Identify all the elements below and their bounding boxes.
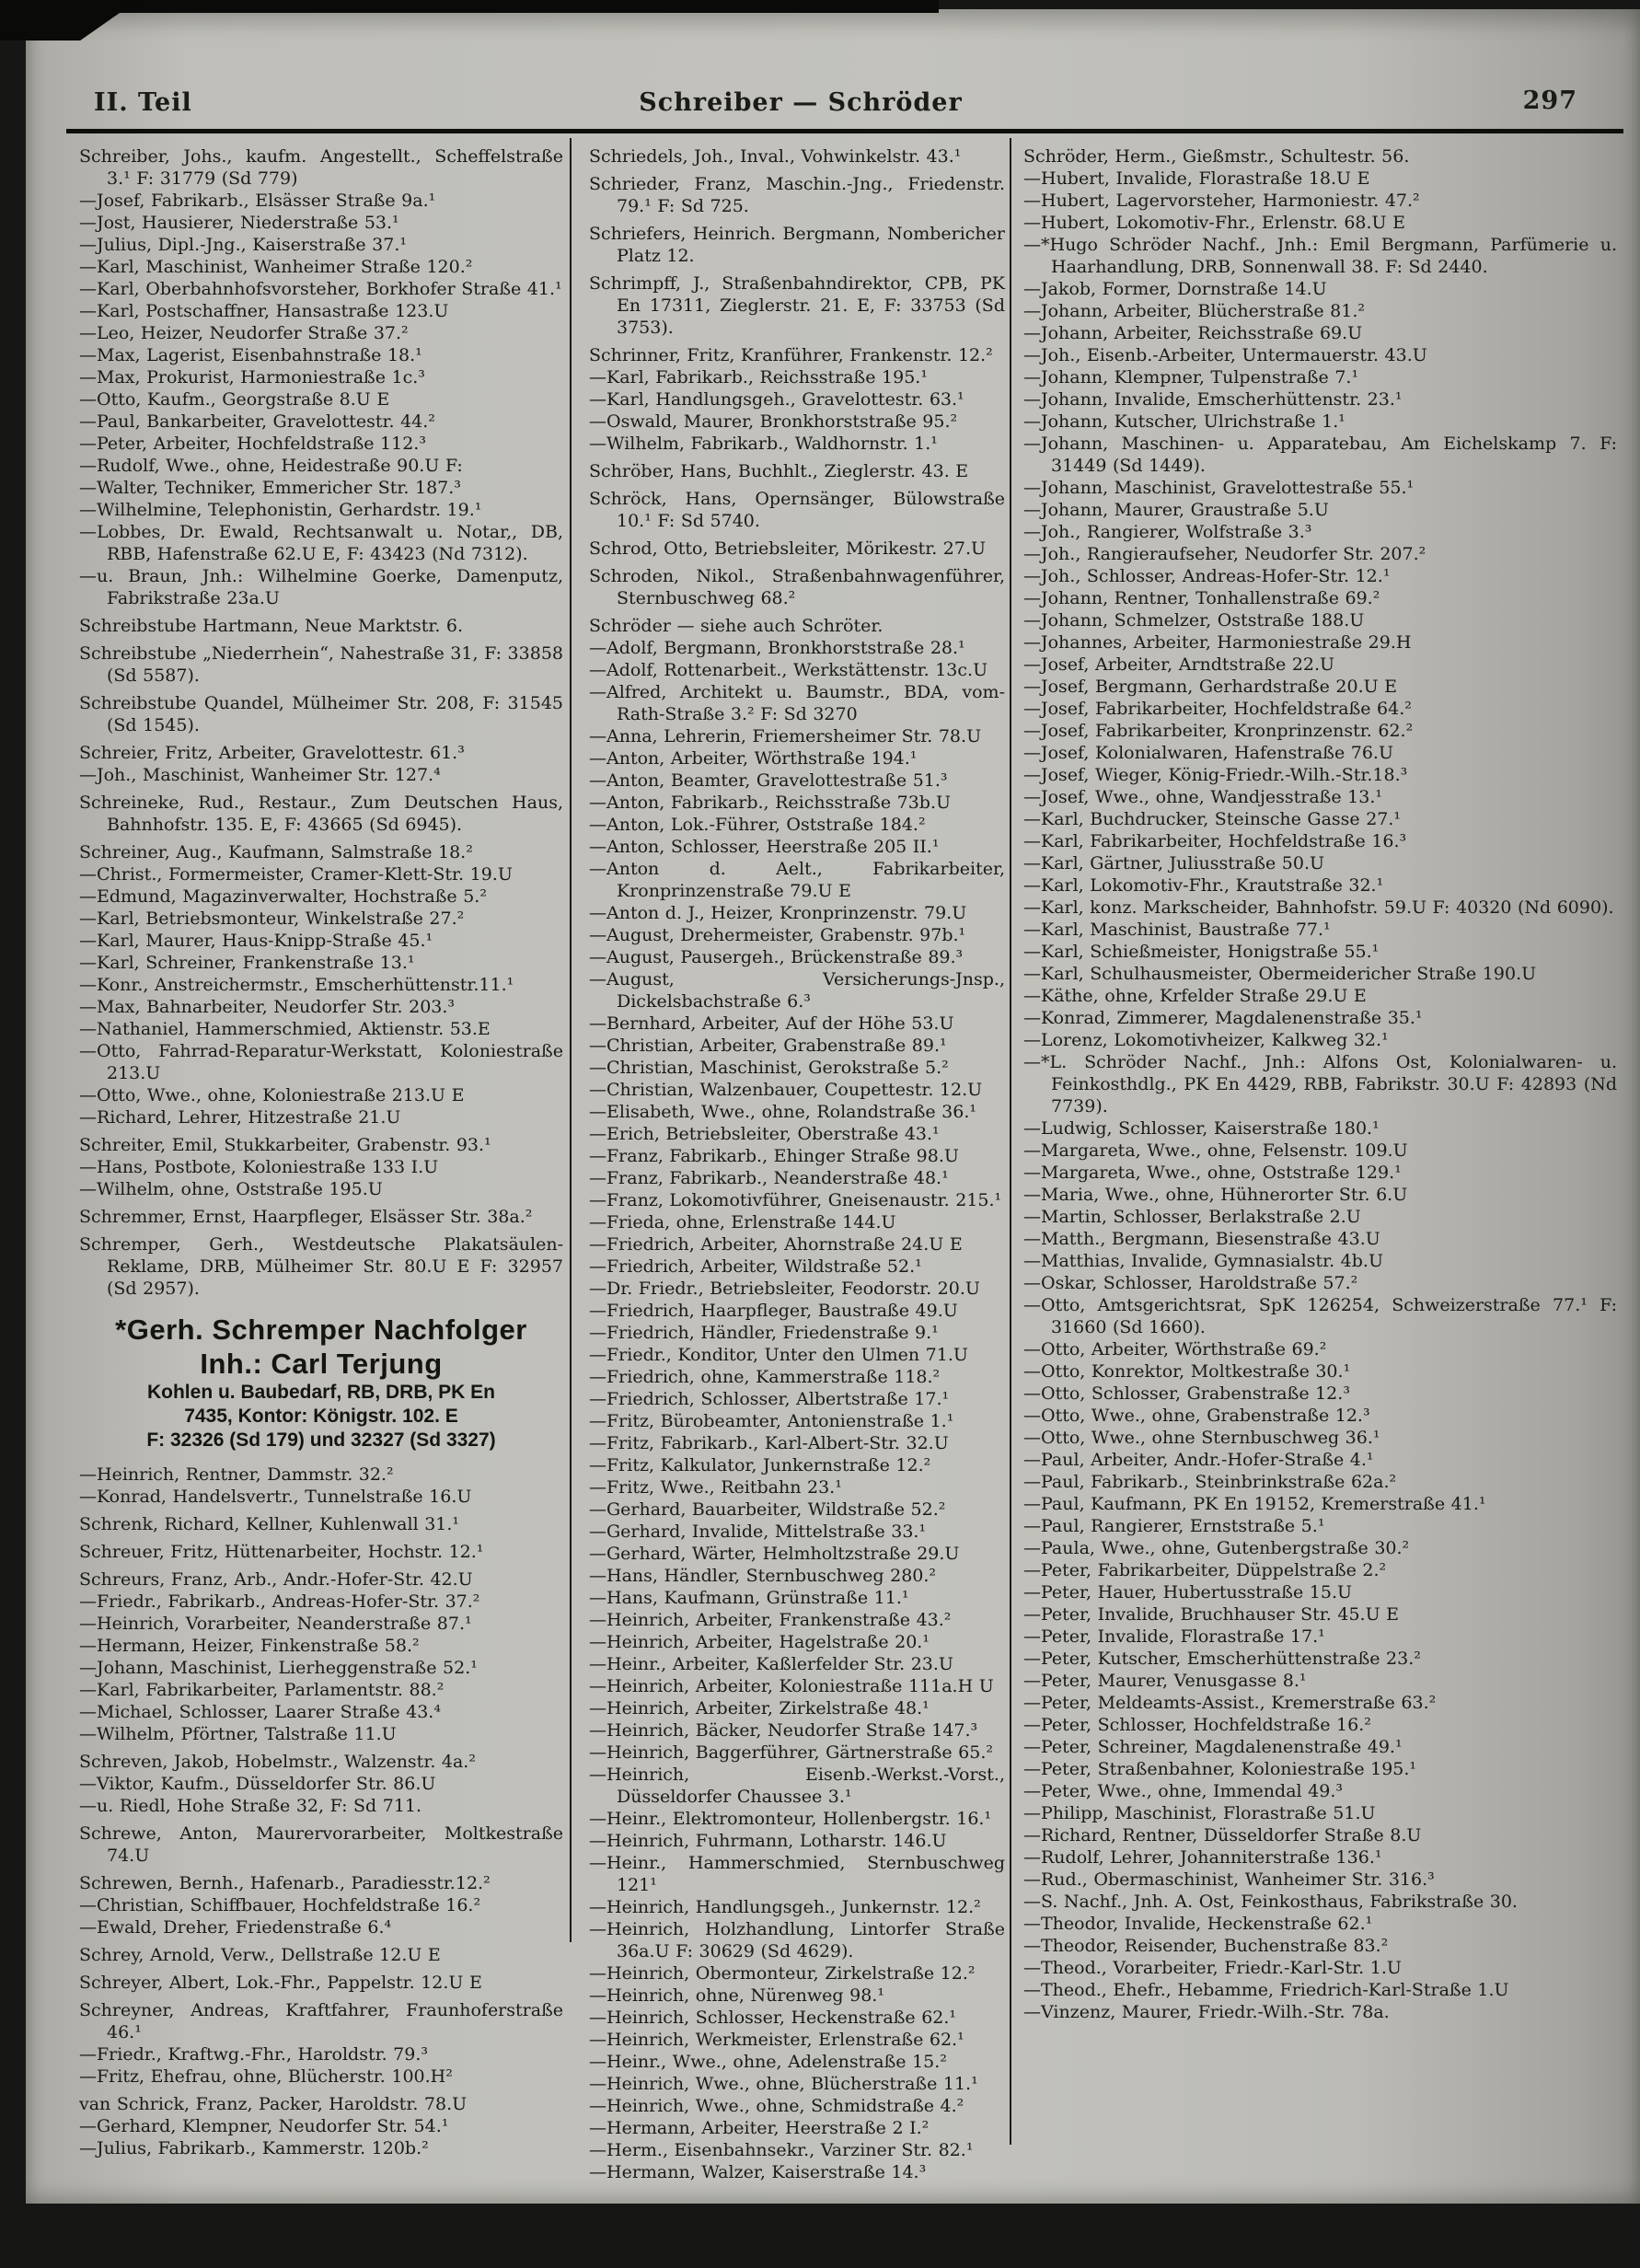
directory-entry: —August, Versicherungs-Jnsp., Dickelsbachstraße 6.³ (589, 969, 1005, 1012)
page-title: Schreiber — Schröder (639, 88, 963, 117)
directory-entry: —Karl, Oberbahnhofsvorsteher, Borkhofer Straße 41.¹ (79, 279, 562, 299)
directory-entry: Schroden, Nikol., Straßenbahnwagenführer, Sternbuschweg 68.² (589, 566, 1005, 608)
directory-entry: —Johann, Arbeiter, Blücherstraße 81.² (1023, 301, 1365, 321)
directory-entry: —Richard, Rentner, Düsseldorfer Straße 8.U (1023, 1825, 1422, 1846)
directory-entry: —Margareta, Wwe., ohne, Oststraße 129.¹ (1023, 1163, 1402, 1183)
directory-entry: —Leo, Heizer, Neudorfer Straße 37.² (79, 323, 409, 343)
directory-entry: —August, Pausergeh., Brückenstraße 89.³ (589, 947, 964, 967)
directory-entry: —Matthias, Invalide, Gymnasialstr. 4b.U (1023, 1251, 1383, 1271)
directory-entry: —Anna, Lehrerin, Friemersheimer Str. 78.U (589, 726, 982, 746)
directory-entry: —Erich, Betriebsleiter, Oberstraße 43.¹ (589, 1124, 940, 1144)
column-3 (1023, 140, 1617, 2023)
directory-entry: —Friedrich, Schlosser, Albertstraße 17.¹ (589, 1389, 950, 1409)
directory-entry: —Theod., Ehefr., Hebamme, Friedrich-Karl-Straße 1.U (1023, 1980, 1509, 2000)
directory-entry: —Peter, Schreiner, Magdalenenstraße 49.¹ (1023, 1737, 1403, 1757)
directory-entry: —Fritz, Bürobeamter, Antonienstraße 1.¹ (589, 1411, 954, 1431)
directory-entry: —Karl, Postschaffner, Hansastraße 123.U (79, 301, 449, 321)
directory-entry: —Paul, Fabrikarb., Steinbrinkstraße 62a.² (1023, 1472, 1397, 1492)
directory-entry: Schremper, Gerh., Westdeutsche Plakatsäulen-Reklame, DRB, Mülheimer Str. 80.U E F: 32957 (Sd 2957). (79, 1234, 563, 1299)
directory-entry: —Konrad, Zimmerer, Magdalenenstraße 35.¹ (1023, 1008, 1423, 1028)
directory-entry: —Joh., Eisenb.-Arbeiter, Untermauerstr. 43.U (1023, 345, 1427, 365)
directory-entry: Schrinner, Fritz, Kranführer, Frankenstr. 12.² (589, 345, 993, 365)
advert-line: F: 32326 (Sd 179) und 32327 (Sd 3327) (146, 1429, 496, 1451)
directory-entry: Schriedels, Joh., Inval., Vohwinkelstr. 43.¹ (589, 146, 962, 167)
column-divider-1 (570, 138, 572, 1942)
directory-entry: —Oskar, Schlosser, Haroldstraße 57.² (1023, 1273, 1358, 1293)
directory-entry: —Margareta, Wwe., ohne, Felsenstr. 109.U (1023, 1140, 1408, 1161)
advert-line: *Gerh. Schremper Nachfolger (115, 1313, 527, 1346)
directory-entry: —Jakob, Former, Dornstraße 14.U (1023, 279, 1327, 299)
directory-entry: Schreyer, Albert, Lok.-Fhr., Pappelstr. 12.U E (79, 1973, 482, 1993)
directory-entry: —Peter, Wwe., ohne, Immendal 49.³ (1023, 1781, 1343, 1801)
directory-entry: Schremmer, Ernst, Haarpfleger, Elsässer Str. 38a.² (79, 1207, 533, 1227)
directory-entry: —Josef, Wwe., ohne, Wandjesstraße 13.¹ (1023, 787, 1382, 807)
directory-entry: —Joh., Rangierer, Wolfstraße 3.³ (1023, 522, 1312, 542)
directory-entry: —Edmund, Magazinverwalter, Hochstraße 5.² (79, 886, 487, 907)
directory-entry: —Viktor, Kaufm., Düsseldorfer Str. 86.U (79, 1774, 436, 1794)
directory-entry: —*Hugo Schröder Nachf., Jnh.: Emil Bergmann, Parfümerie u. Haarhandlung, DRB, Sonnenwall 38. F: Sd 2440. (1023, 235, 1617, 277)
directory-entry: —Karl, Maschinist, Baustraße 77.¹ (1023, 920, 1331, 940)
directory-entry: —Johann, Invalide, Emscherhüttenstr. 23.¹ (1023, 389, 1403, 410)
directory-entry: Schrewen, Bernh., Hafenarb., Paradiesstr.12.² (79, 1873, 491, 1893)
directory-entry: —Otto, Amtsgerichtsrat, SpK 126254, Schweizerstraße 77.¹ F: 31660 (Sd 1660). (1023, 1295, 1617, 1337)
directory-entry: —Karl, Schreiner, Frankenstraße 13.¹ (79, 953, 415, 973)
directory-entry: —Theod., Vorarbeiter, Friedr.-Karl-Str. 1.U (1023, 1958, 1402, 1978)
directory-entry: —Peter, Fabrikarbeiter, Düppelstraße 2.² (1023, 1560, 1387, 1580)
directory-entry: —Fritz, Wwe., Reitbahn 23.¹ (589, 1477, 842, 1498)
directory-entry: —Paul, Kaufmann, PK En 19152, Kremerstraße 41.¹ (1023, 1494, 1486, 1514)
directory-entry: —Christian, Arbeiter, Grabenstraße 89.¹ (589, 1036, 947, 1056)
directory-entry: —Adolf, Bergmann, Bronkhorststraße 28.¹ (589, 638, 965, 658)
directory-entry: —Johann, Schmelzer, Oststraße 188.U (1023, 610, 1365, 631)
directory-entry: —Peter, Meldeamts-Assist., Kremerstraße 63.² (1023, 1693, 1437, 1713)
directory-entry: —Josef, Fabrikarb., Elsässer Straße 9a.¹ (79, 191, 436, 211)
directory-entry: —Josef, Fabrikarbeiter, Kronprinzenstr. 62.² (1023, 721, 1414, 741)
directory-entry: —Anton, Fabrikarb., Reichsstraße 73b.U (589, 793, 952, 813)
directory-entry: —Ewald, Dreher, Friedenstraße 6.⁴ (79, 1917, 392, 1938)
directory-entry: —Peter, Hauer, Hubertusstraße 15.U (1023, 1582, 1352, 1603)
directory-entry: —Rud., Obermaschinist, Wanheimer Str. 316.³ (1023, 1869, 1435, 1890)
directory-entry: —Maria, Wwe., ohne, Hühnerorter Str. 6.U (1023, 1185, 1408, 1205)
directory-entry: —Gerhard, Invalide, Mittelstraße 33.¹ (589, 1522, 927, 1542)
directory-entry: —Karl, Fabrikarbeiter, Parlamentstr. 88.² (79, 1680, 445, 1700)
directory-entry: —Friedr., Konditor, Unter den Ulmen 71.U (589, 1345, 968, 1365)
directory-entry: —Fritz, Kalkulator, Junkernstraße 12.² (589, 1455, 931, 1475)
directory-entry: —Paul, Rangierer, Ernststraße 5.¹ (1023, 1516, 1325, 1536)
directory-entry: —Alfred, Architekt u. Baumstr., BDA, vom-Rath-Straße 3.² F: Sd 3270 (589, 682, 1005, 724)
directory-entry: —Ludwig, Schlosser, Kaiserstraße 180.¹ (1023, 1118, 1380, 1139)
directory-entry: —Peter, Schlosser, Hochfeldstraße 16.² (1023, 1715, 1371, 1735)
directory-entry: —Johann, Maschinist, Gravelottestraße 55.¹ (1023, 478, 1415, 498)
directory-entry: —Julius, Fabrikarb., Kammerstr. 120b.² (79, 2138, 429, 2158)
directory-entry: —Adolf, Rottenarbeit., Werkstättenstr. 13c.U (589, 660, 988, 680)
directory-entry: —Josef, Fabrikarbeiter, Hochfeldstraße 64.² (1023, 699, 1412, 719)
directory-entry: —Heinrich, Vorarbeiter, Neanderstraße 87.¹ (79, 1614, 472, 1634)
directory-entry: —Max, Prokurist, Harmoniestraße 1c.³ (79, 367, 425, 388)
directory-entry: —Friedr., Kraftwg.-Fhr., Haroldstr. 79.³ (79, 2044, 429, 2065)
directory-entry: —Konrad, Handelsvertr., Tunnelstraße 16.U (79, 1487, 472, 1507)
advert-line: Kohlen u. Baubedarf, RB, DRB, PK En (146, 1382, 496, 1403)
directory-entry: —Joh., Maschinist, Wanheimer Str. 127.⁴ (79, 765, 441, 785)
directory-entry: —Johann, Maschinen- u. Apparatebau, Am Eichelskamp 7. F: 31449 (Sd 1449). (1023, 434, 1617, 476)
directory-entry: —Dr. Friedr., Betriebsleiter, Feodorstr. 20.U (589, 1279, 980, 1299)
directory-entry: —Karl, Schießmeister, Honigstraße 55.¹ (1023, 942, 1380, 962)
directory-entry: —Martin, Schlosser, Berlakstraße 2.U (1023, 1207, 1361, 1227)
directory-entry: —u. Braun, Jnh.: Wilhelmine Goerke, Damenputz, Fabrikstraße 23a.U (79, 566, 563, 608)
directory-entry: —Wilhelm, ohne, Oststraße 195.U (79, 1179, 383, 1199)
directory-entry: —Heinrich, Schlosser, Heckenstraße 62.¹ (589, 2008, 957, 2028)
directory-entry: Schröder — siehe auch Schröter. (589, 616, 884, 636)
directory-entry: Schreyner, Andreas, Kraftfahrer, Fraunhoferstraße 46.¹ (79, 2000, 563, 2042)
directory-entry: —Hans, Postbote, Koloniestraße 133 I.U (79, 1157, 439, 1177)
column-2 (589, 140, 1005, 2183)
directory-entry: —Karl, Betriebsmonteur, Winkelstraße 27.² (79, 908, 465, 929)
directory-entry: —Josef, Kolonialwaren, Hafenstraße 76.U (1023, 743, 1393, 763)
directory-entry: Schrenk, Richard, Kellner, Kuhlenwall 31.¹ (79, 1514, 460, 1534)
directory-entry: —Joh., Rangieraufseher, Neudorfer Str. 207.² (1023, 544, 1426, 564)
directory-entry: —u. Riedl, Hohe Straße 32, F: Sd 711. (79, 1796, 422, 1816)
directory-entry: —Anton d. J., Heizer, Kronprinzenstr. 79.U (589, 903, 967, 923)
advert-schremper (79, 1313, 563, 1452)
directory-entry: Schreuer, Fritz, Hüttenarbeiter, Hochstr. 12.¹ (79, 1542, 484, 1562)
directory-entry: —Hubert, Invalide, Florastraße 18.U E (1023, 168, 1370, 189)
directory-entry: —Heinrich, Arbeiter, Zirkelstraße 48.¹ (589, 1698, 930, 1718)
directory-entry: —Hubert, Lagervorsteher, Harmoniestr. 47.² (1023, 191, 1420, 211)
directory-entry: —Franz, Fabrikarb., Neanderstraße 48.¹ (589, 1168, 949, 1188)
directory-entry: —August, Drehermeister, Grabenstr. 97b.¹ (589, 925, 966, 945)
directory-entry: van Schrick, Franz, Packer, Haroldstr. 78.U (79, 2094, 468, 2114)
directory-entry: —Otto, Fahrrad-Reparatur-Werkstatt, Koloniestraße 213.U (79, 1041, 563, 1083)
directory-entry: —Friedrich, Arbeiter, Ahornstraße 24.U E (589, 1234, 963, 1255)
directory-entry: —Heinrich, Arbeiter, Koloniestraße 111a.H U (589, 1676, 994, 1696)
directory-entry: —Heinrich, Baggerführer, Gärtnerstraße 65.² (589, 1742, 993, 1763)
directory-entry: —Otto, Schlosser, Grabenstraße 12.³ (1023, 1383, 1350, 1404)
directory-entry: —Oswald, Maurer, Bronkhorststraße 95.² (589, 411, 958, 432)
directory-entry: —Karl, Maschinist, Wanheimer Straße 120.² (79, 257, 473, 277)
directory-entry: Schreineke, Rud., Restaur., Zum Deutschen Haus, Bahnhofstr. 135. E, F: 43665 (Sd 6945). (79, 793, 563, 835)
directory-entry: —*L. Schröder Nachf., Jnh.: Alfons Ost, Kolonialwaren- u. Feinkosthdlg., PK En 4429, RBB, Fabrikstr. 30.U F: 42893 (Nd 7739). (1023, 1052, 1617, 1117)
directory-entry: —Wilhelm, Fabrikarb., Waldhornstr. 1.¹ (589, 434, 938, 454)
directory-entry: —Anton, Lok.-Führer, Oststraße 184.² (589, 815, 926, 835)
directory-entry: Schreurs, Franz, Arb., Andr.-Hofer-Str. 42.U (79, 1569, 473, 1590)
directory-entry: —Otto, Arbeiter, Wörthstraße 69.² (1023, 1339, 1327, 1360)
directory-entry: —Vinzenz, Maurer, Friedr.-Wilh.-Str. 78a. (1023, 2002, 1390, 2022)
directory-entry: —Philipp, Maschinist, Florastraße 51.U (1023, 1803, 1376, 1823)
directory-entry: —Karl, Schulhausmeister, Obermeidericher Straße 190.U (1023, 964, 1537, 984)
directory-entry: —Heinrich, Werkmeister, Erlenstraße 62.¹ (589, 2030, 964, 2050)
directory-entry: —Heinrich, Wwe., ohne, Schmidstraße 4.² (589, 2096, 964, 2116)
directory-entry: —Karl, konz. Markscheider, Bahnhofstr. 59.U F: 40320 (Nd 6090). (1023, 897, 1614, 918)
directory-entry: —Richard, Lehrer, Hitzestraße 21.U (79, 1107, 401, 1128)
directory-entry: —Matth., Bergmann, Biesenstraße 43.U (1023, 1229, 1380, 1249)
directory-entry: —Gerhard, Wärter, Helmholtzstraße 29.U (589, 1544, 960, 1564)
directory-entry: —Friedrich, Händler, Friedenstraße 9.¹ (589, 1323, 939, 1343)
header-part-label: II. Teil (94, 88, 192, 117)
directory-entry: —Paula, Wwe., ohne, Gutenbergstraße 30.² (1023, 1538, 1410, 1558)
directory-entry: Schrieder, Franz, Maschin.-Jng., Friedenstr. 79.¹ F: Sd 725. (589, 174, 1005, 216)
directory-entry: —Karl, Fabrikarbeiter, Hochfeldstraße 16.³ (1023, 831, 1407, 851)
directory-entry: —Peter, Arbeiter, Hochfeldstraße 112.³ (79, 434, 426, 454)
directory-entry: Schreier, Fritz, Arbeiter, Gravelottestr. 61.³ (79, 743, 465, 763)
directory-entry: —Christ., Formermeister, Cramer-Klett-Str. 19.U (79, 864, 513, 885)
directory-entry: Schröber, Hans, Buchhlt., Zieglerstr. 43. E (589, 461, 969, 481)
column-1 (79, 140, 563, 2159)
directory-entry: —Lobbes, Dr. Ewald, Rechtsanwalt u. Notar,, DB, RBB, Hafenstraße 62.U E, F: 43423 (Nd 7312). (79, 522, 563, 564)
directory-entry: —Konr., Anstreichermstr., Emscherhüttenstr.11.¹ (79, 975, 514, 995)
directory-entry: Schreiner, Aug., Kaufmann, Salmstraße 18.² (79, 842, 473, 862)
directory-entry: —Jost, Hausierer, Niederstraße 53.¹ (79, 213, 399, 233)
directory-entry: —Anton, Arbeiter, Wörthstraße 194.¹ (589, 748, 918, 769)
directory-entry: —Hans, Händler, Sternbuschweg 280.² (589, 1566, 937, 1586)
directory-entry: —Karl, Gärtner, Juliusstraße 50.U (1023, 853, 1325, 874)
directory-entry: —Franz, Lokomotivführer, Gneisenaustr. 215.¹ (589, 1190, 1002, 1210)
directory-entry: —Michael, Schlosser, Laarer Straße 43.⁴ (79, 1702, 441, 1722)
directory-entry: —Heinr., Hammerschmied, Sternbuschweg 121¹ (589, 1853, 1005, 1895)
directory-entry: —Heinr., Wwe., ohne, Adelenstraße 15.² (589, 2052, 947, 2072)
directory-entry: —Friedr., Fabrikarb., Andreas-Hofer-Str. 37.² (79, 1591, 480, 1612)
directory-entry: —Heinrich, Obermonteur, Zirkelstraße 12.² (589, 1963, 976, 1984)
directory-entry: —Max, Bahnarbeiter, Neudorfer Str. 203.³ (79, 997, 456, 1017)
directory-entry: —Johannes, Arbeiter, Harmoniestraße 29.H (1023, 632, 1412, 653)
directory-entry: —Gerhard, Bauarbeiter, Wildstraße 52.² (589, 1499, 946, 1520)
directory-entry: —Joh., Schlosser, Andreas-Hofer-Str. 12.¹ (1023, 566, 1391, 586)
directory-entry: —Heinrich, Arbeiter, Frankenstraße 43.² (589, 1610, 952, 1630)
directory-entry: —Wilhelmine, Telephonistin, Gerhardstr. 19.¹ (79, 500, 482, 520)
directory-entry: Schrimpff, J., Straßenbahndirektor, CPB, PK En 17311, Zieglerstr. 21. E, F: 33753 (Sd 3753). (589, 273, 1005, 338)
directory-entry: —Johann, Maurer, Graustraße 5.U (1023, 500, 1329, 520)
directory-entry: —Otto, Wwe., ohne Sternbuschweg 36.¹ (1023, 1428, 1380, 1448)
directory-entry: —Karl, Fabrikarb., Reichsstraße 195.¹ (589, 367, 928, 388)
directory-entry: —Wilhelm, Pförtner, Talstraße 11.U (79, 1724, 397, 1744)
directory-entry: —Johann, Maschinist, Lierheggenstraße 52.¹ (79, 1658, 478, 1678)
advert-line: 7435, Kontor: Königstr. 102. E (184, 1406, 458, 1427)
column-divider-2 (1010, 138, 1011, 2145)
directory-entry: —Otto, Konrektor, Moltkestraße 30.¹ (1023, 1361, 1351, 1382)
directory-entry: —Theodor, Invalide, Heckenstraße 62.¹ (1023, 1914, 1373, 1934)
directory-entry: Schreibstube Hartmann, Neue Marktstr. 6. (79, 616, 464, 636)
directory-entry: —Gerhard, Klempner, Neudorfer Str. 54.¹ (79, 2116, 449, 2136)
page-number: 297 (1522, 87, 1577, 115)
directory-entry: —Hermann, Walzer, Kaiserstraße 14.³ (589, 2162, 927, 2182)
directory-entry: —Max, Lagerist, Eisenbahnstraße 18.¹ (79, 345, 422, 365)
directory-entry: —Karl, Buchdrucker, Steinsche Gasse 27.¹ (1023, 809, 1402, 829)
directory-entry: —Otto, Wwe., ohne, Koloniestraße 213.U E (79, 1085, 465, 1105)
directory-entry: —Heinr., Arbeiter, Kaßlerfelder Str. 23.U (589, 1654, 953, 1674)
directory-entry: Schreibstube Quandel, Mülheimer Str. 208, F: 31545 (Sd 1545). (79, 693, 563, 735)
directory-entry: —Johann, Kutscher, Ulrichstraße 1.¹ (1023, 411, 1345, 432)
directory-entry: —Josef, Wieger, König-Friedr.-Wilh.-Str.18.³ (1023, 765, 1408, 785)
directory-entry: Schreiber, Johs., kaufm. Angestellt., Scheffelstraße 3.¹ F: 31779 (Sd 779) (79, 146, 563, 189)
directory-entry: —Julius, Dipl.-Jng., Kaiserstraße 37.¹ (79, 235, 407, 255)
directory-entry: —Anton, Schlosser, Heerstraße 205 II.¹ (589, 837, 940, 857)
directory-entry: Schriefers, Heinrich. Bergmann, Nombericher Platz 12. (589, 224, 1005, 266)
directory-entry: —Otto, Kaufm., Georgstraße 8.U E (79, 389, 390, 410)
directory-entry: —Käthe, ohne, Krfelder Straße 29.U E (1023, 986, 1367, 1006)
directory-entry: —Karl, Lokomotiv-Fhr., Krautstraße 32.¹ (1023, 875, 1384, 896)
directory-entry: —Karl, Handlungsgeh., Gravelottestr. 63.¹ (589, 389, 964, 410)
directory-entry: —Theodor, Reisender, Buchenstraße 83.² (1023, 1936, 1389, 1956)
directory-entry: —Rudolf, Wwe., ohne, Heidestraße 90.U F: (79, 456, 463, 476)
directory-entry: —Johann, Klempner, Tulpenstraße 7.¹ (1023, 367, 1359, 388)
advert-line: Inh.: Carl Terjung (200, 1348, 443, 1380)
directory-entry: Schröder, Herm., Gießmstr., Schultestr. 56. (1023, 146, 1410, 167)
directory-entry: —Hubert, Lokomotiv-Fhr., Erlenstr. 68.U E (1023, 213, 1405, 233)
directory-entry: —Peter, Maurer, Venusgasse 8.¹ (1023, 1671, 1307, 1691)
directory-entry: —Anton, Beamter, Gravelottestraße 51.³ (589, 770, 948, 791)
directory-entry: Schrewe, Anton, Maurervorarbeiter, Moltkestraße 74.U (79, 1823, 563, 1866)
directory-entry: —Bernhard, Arbeiter, Auf der Höhe 53.U (589, 1013, 954, 1034)
directory-entry: —Peter, Kutscher, Emscherhüttenstraße 23.² (1023, 1649, 1421, 1669)
directory-entry: —Nathaniel, Hammerschmied, Aktienstr. 53.E (79, 1019, 491, 1039)
directory-entry: —Johann, Arbeiter, Reichsstraße 69.U (1023, 323, 1363, 343)
directory-entry: —Christian, Walzenbauer, Coupettestr. 12.U (589, 1080, 983, 1100)
header-rule (66, 129, 1623, 133)
directory-entry: —Hermann, Arbeiter, Heerstraße 2 I.² (589, 2118, 930, 2138)
directory-entry: —Peter, Invalide, Florastraße 17.¹ (1023, 1626, 1325, 1647)
directory-entry: —Heinrich, Wwe., ohne, Blücherstraße 11.¹ (589, 2074, 978, 2094)
directory-entry: —Anton d. Aelt., Fabrikarbeiter, Kronprinzenstraße 79.U E (589, 859, 1005, 901)
directory-entry: —Heinrich, Holzhandlung, Lintorfer Straße 36a.U F: 30629 (Sd 4629). (589, 1919, 1005, 1961)
directory-entry: —Heinrich, Eisenb.-Werkst.-Vorst., Düsseldorfer Chaussee 3.¹ (589, 1765, 1005, 1807)
directory-entry: —Lorenz, Lokomotivheizer, Kalkweg 32.¹ (1023, 1030, 1389, 1050)
directory-entry: —Karl, Maurer, Haus-Knipp-Straße 45.¹ (79, 931, 433, 951)
directory-entry: —Friedrich, Haarpfleger, Baustraße 49.U (589, 1301, 958, 1321)
directory-entry: —Elisabeth, Wwe., ohne, Rolandstraße 36.¹ (589, 1102, 977, 1122)
directory-entry: —Christian, Schiffbauer, Hochfeldstraße 16.² (79, 1895, 481, 1915)
directory-entry: —Heinrich, Fuhrmann, Lotharstr. 146.U (589, 1831, 947, 1851)
directory-entry: —Heinrich, Rentner, Dammstr. 32.² (79, 1464, 394, 1485)
directory-entry: —Franz, Fabrikarb., Ehinger Straße 98.U (589, 1146, 959, 1166)
directory-entry: —Paul, Arbeiter, Andr.-Hofer-Straße 4.¹ (1023, 1450, 1374, 1470)
directory-entry: Schreiter, Emil, Stukkarbeiter, Grabenstr. 93.¹ (79, 1135, 491, 1155)
directory-entry: —Heinr., Elektromonteur, Hollenbergstr. 16.¹ (589, 1809, 992, 1829)
directory-entry: —Herm., Eisenbahnsekr., Varziner Str. 82.¹ (589, 2140, 974, 2160)
directory-entry: —Frieda, ohne, Erlenstraße 144.U (589, 1212, 896, 1232)
directory-entry: —Otto, Wwe., ohne, Grabenstraße 12.³ (1023, 1406, 1370, 1426)
directory-entry: —Hans, Kaufmann, Grünstraße 11.¹ (589, 1588, 909, 1608)
directory-entry: —Peter, Invalide, Bruchhauser Str. 45.U E (1023, 1604, 1400, 1625)
directory-entry: —Johann, Rentner, Tonhallenstraße 69.² (1023, 588, 1380, 608)
directory-entry: —Peter, Straßenbahner, Koloniestraße 195.¹ (1023, 1759, 1417, 1779)
directory-entry: —Friedrich, ohne, Kammerstraße 118.² (589, 1367, 941, 1387)
directory-entry: —Fritz, Ehefrau, ohne, Blücherstr. 100.H² (79, 2066, 453, 2087)
directory-entry: —Heinrich, Arbeiter, Hagelstraße 20.¹ (589, 1632, 930, 1652)
directory-entry: —Josef, Arbeiter, Arndtstraße 22.U (1023, 654, 1335, 675)
directory-entry: —Walter, Techniker, Emmericher Str. 187.³ (79, 478, 461, 498)
directory-entry: —Heinrich, Handlungsgeh., Junkernstr. 12.² (589, 1897, 981, 1917)
directory-entry: —Hermann, Heizer, Finkenstraße 58.² (79, 1636, 420, 1656)
directory-entry: —Christian, Maschinist, Gerokstraße 5.² (589, 1058, 949, 1078)
directory-entry: —Heinrich, Bäcker, Neudorfer Straße 147.³ (589, 1720, 978, 1741)
directory-entry: —Paul, Bankarbeiter, Gravelottestr. 44.² (79, 411, 435, 432)
directory-entry: —Rudolf, Lehrer, Johanniterstraße 136.¹ (1023, 1847, 1382, 1868)
directory-entry: —Josef, Bergmann, Gerhardstraße 20.U E (1023, 677, 1398, 697)
directory-entry: Schrod, Otto, Betriebsleiter, Mörikestr. 27.U (589, 538, 987, 559)
directory-entry: Schreibstube „Niederrhein“, Nahestraße 31, F: 33858 (Sd 5587). (79, 643, 563, 686)
directory-entry: —Fritz, Fabrikarb., Karl-Albert-Str. 32.U (589, 1433, 949, 1453)
directory-entry: Schrey, Arnold, Verw., Dellstraße 12.U E (79, 1945, 441, 1965)
directory-entry: —Heinrich, ohne, Nürenweg 98.¹ (589, 1985, 884, 2006)
directory-entry: —S. Nachf., Jnh. A. Ost, Feinkosthaus, Fabrikstraße 30. (1023, 1892, 1518, 1912)
directory-entry: —Friedrich, Arbeiter, Wildstraße 52.¹ (589, 1256, 922, 1277)
directory-entry: Schreven, Jakob, Hobelmstr., Walzenstr. 4a.² (79, 1752, 476, 1772)
directory-entry: Schröck, Hans, Opernsänger, Bülowstraße 10.¹ F: Sd 5740. (589, 489, 1005, 531)
